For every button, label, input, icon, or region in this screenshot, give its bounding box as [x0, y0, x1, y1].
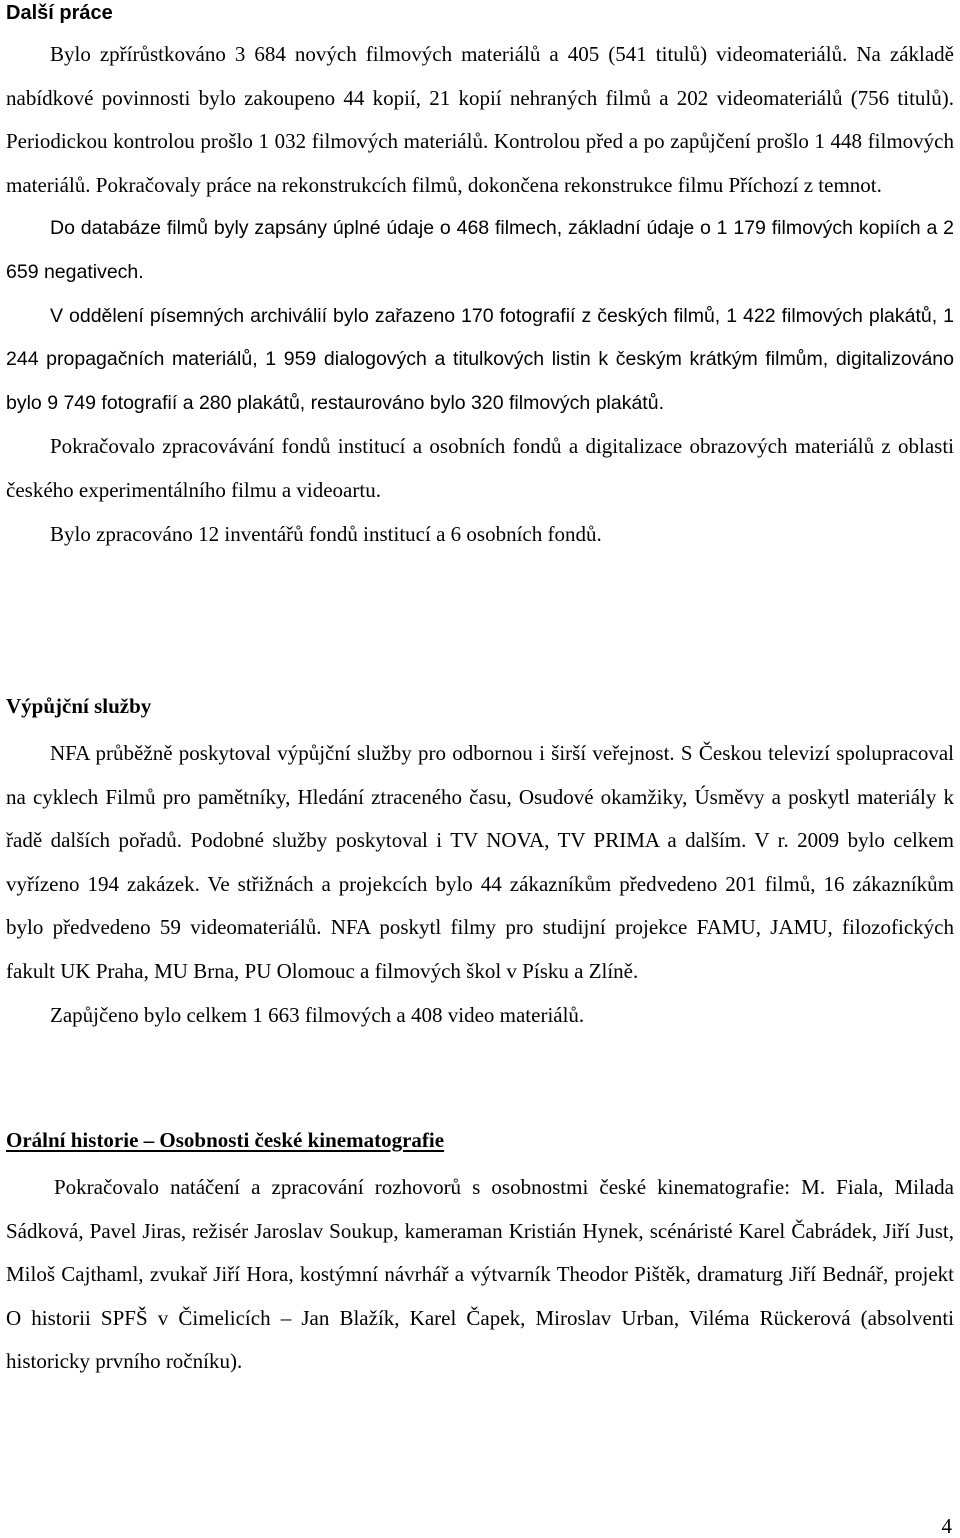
section-heading: Další práce [6, 2, 113, 24]
paragraph: Bylo zpřírůstkováno 3 684 nových filmových materiálů a 405 (541 titulů) videomateriálů. Na základě nabídkové povinnosti bylo zakoupeno 44 kopií, 21 kopií nehraných filmů a 202 videomateriálů (756 titulů). Periodickou kontrolou prošlo 1 032 filmových materiálů. Kontrolou před a po zapůjčení prošlo 1 448 filmových materiálů. Pokračovaly práce na rekonstrukcích filmů, dokončena rekonstrukce filmu Příchozí z temnot. [6, 42, 954, 197]
paragraph: Pokračovalo zpracovávání fondů institucí a osobních fondů a digitalizace obrazových materiálů z oblasti českého experimentálního filmu a videoartu. [6, 434, 954, 502]
section-oralni-historie [6, 1128, 954, 1384]
paragraph: NFA průběžně poskytoval výpůjční služby pro odbornou i širší veřejnost. S Českou televizí spolupracoval na cyklech Filmů pro pamětníky, Hledání ztraceného času, Osudové okamžiky, Úsměvy a poskytl materiály k řadě dalších pořadů. Podobné služby poskytoval i TV NOVA, TV PRIMA a dalším. V r. 2009 bylo celkem vyřízeno 194 zakázek. Ve střižnách a projekcích bylo 44 zákazníkům předvedeno 201 filmů, 16 zákazníkům bylo předvedeno 59 videomateriálů. NFA poskytl filmy pro studijní projekce FAMU, JAMU, filozofických fakult UK Praha, MU Brna, PU Olomouc a filmových škol v Písku a Zlíně. [6, 741, 954, 983]
paragraph: Bylo zpracováno 12 inventářů fondů institucí a 6 osobních fondů. [50, 521, 602, 546]
paragraph: V oddělení písemných archiválií bylo zařazeno 170 fotografií z českých filmů, 1 422 filmových plakátů, 1 244 propagačních materiálů, 1 959 dialogových a titulkových listin k českým krátkým filmům, digitalizováno bylo 9 749 fotografií a 280 plakátů, restaurováno bylo 320 filmových plakátů. [6, 304, 954, 414]
paragraph: Pokračovalo natáčení a zpracování rozhovorů s osobnostmi české kinematografie: M. Fiala, Milada Sádková, Pavel Jiras, režisér Jaroslav Soukup, kameraman Kristián Hynek, scénáristé Karel Čabrádek, Jiří Just, Miloš Cajthaml, zvukař Jiří Hora, kostýmní návrhář a výtvarník Theodor Pištěk, dramaturg Jiří Bednář, projekt O historii SPFŠ v Čimelicích – Jan Blažík, Karel Čapek, Miroslav Urban, Viléma Rückerová (absolventi historicky prvního ročníku). [6, 1175, 954, 1374]
section-heading: Výpůjční služby [6, 694, 152, 718]
section-dalsi-prace [6, 0, 954, 556]
section-vypujcni-sluzby [6, 694, 954, 1037]
paragraph: Zapůjčeno bylo celkem 1 663 filmových a 408 video materiálů. [50, 1002, 585, 1027]
page-number: 4 [941, 1514, 952, 1538]
section-heading: Orální historie – Osobnosti české kinematografie [6, 1128, 445, 1152]
paragraph: Do databáze filmů byly zapsány úplné údaje o 468 filmech, základní údaje o 1 179 filmových kopiích a 2 659 negativech. [6, 217, 954, 283]
